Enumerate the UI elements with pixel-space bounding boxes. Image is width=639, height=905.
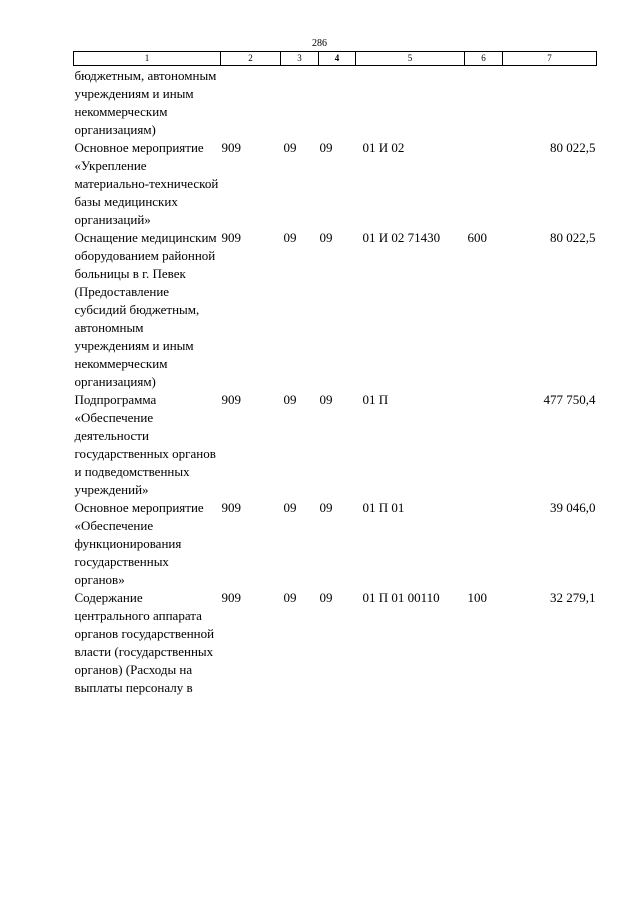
column-header-2: 2 [221, 52, 281, 66]
table-row [74, 66, 597, 140]
subsection-cell: 09 [319, 140, 333, 155]
table-row [74, 229, 597, 391]
column-header-7: 7 [503, 52, 597, 66]
section-cell: 09 [283, 500, 297, 515]
expense-type-cell [465, 66, 503, 140]
amount-cell: 39 046,0 [550, 500, 596, 515]
subsection-cell: 09 [319, 500, 333, 515]
table-body [74, 66, 597, 698]
column-header-4: 4 [319, 52, 356, 66]
amount-cell: 80 022,5 [550, 230, 596, 245]
table-row [74, 589, 597, 697]
amount-cell: 80 022,5 [550, 140, 596, 155]
table-row [74, 499, 597, 589]
target-article-cell: 01 И 02 71430 [362, 230, 441, 245]
subsection-cell: 09 [319, 590, 333, 605]
expense-type-cell [465, 391, 503, 499]
admin-code-cell: 909 [221, 230, 241, 245]
page-number: 286 [312, 38, 327, 49]
admin-code-cell: 909 [221, 392, 241, 407]
target-article-cell: 01 П 01 [362, 500, 405, 515]
admin-code-cell [221, 66, 281, 140]
row-name-cell: бюджетным, автономным учреждениям и иным некоммерческим организациям) [74, 68, 217, 137]
row-name-cell: Основное мероприятие «Укрепление материально-технической базы медицинских организаций» [74, 140, 219, 227]
amount-cell: 32 279,1 [550, 590, 596, 605]
admin-code-cell: 909 [221, 140, 241, 155]
amount-cell [503, 66, 597, 140]
target-article-cell: 01 П [362, 392, 389, 407]
target-article-cell: 01 И 02 [362, 140, 405, 155]
admin-code-cell: 909 [221, 590, 241, 605]
table-row [74, 391, 597, 499]
expense-type-cell: 100 [467, 590, 487, 605]
table-header [74, 52, 597, 66]
target-article-cell [356, 66, 465, 140]
row-name-cell: Основное мероприятие «Обеспечение функционирования государственных органов» [74, 500, 204, 587]
subsection-cell [319, 66, 356, 140]
expense-type-cell: 600 [467, 230, 487, 245]
column-header-6: 6 [465, 52, 503, 66]
row-name-cell: Оснащение медицинским оборудованием районной больницы в г. Певек (Предоставление субсидий бюджетным, автономным учреждениям и иным некоммерческим организациям) [74, 230, 217, 389]
column-header-5: 5 [356, 52, 465, 66]
section-cell: 09 [283, 590, 297, 605]
column-header-3: 3 [281, 52, 319, 66]
row-name-cell: Подпрограмма «Обеспечение деятельности государственных органов и подведомственных учреждений» [74, 392, 216, 497]
amount-cell: 477 750,4 [543, 392, 596, 407]
target-article-cell: 01 П 01 00110 [362, 590, 440, 605]
expense-type-cell [465, 499, 503, 589]
row-name-cell: Содержание центрального аппарата органов государственной власти (государственных органов) (Расходы на выплаты персоналу в [74, 590, 215, 695]
subsection-cell: 09 [319, 392, 333, 407]
column-header-1: 1 [74, 52, 221, 66]
section-cell: 09 [283, 392, 297, 407]
expense-type-cell [465, 139, 503, 229]
column-number-row [74, 52, 597, 66]
section-cell [281, 66, 319, 140]
subsection-cell: 09 [319, 230, 333, 245]
admin-code-cell: 909 [221, 500, 241, 515]
section-cell: 09 [283, 140, 297, 155]
budget-table [73, 51, 597, 697]
section-cell: 09 [283, 230, 297, 245]
table-row [74, 139, 597, 229]
